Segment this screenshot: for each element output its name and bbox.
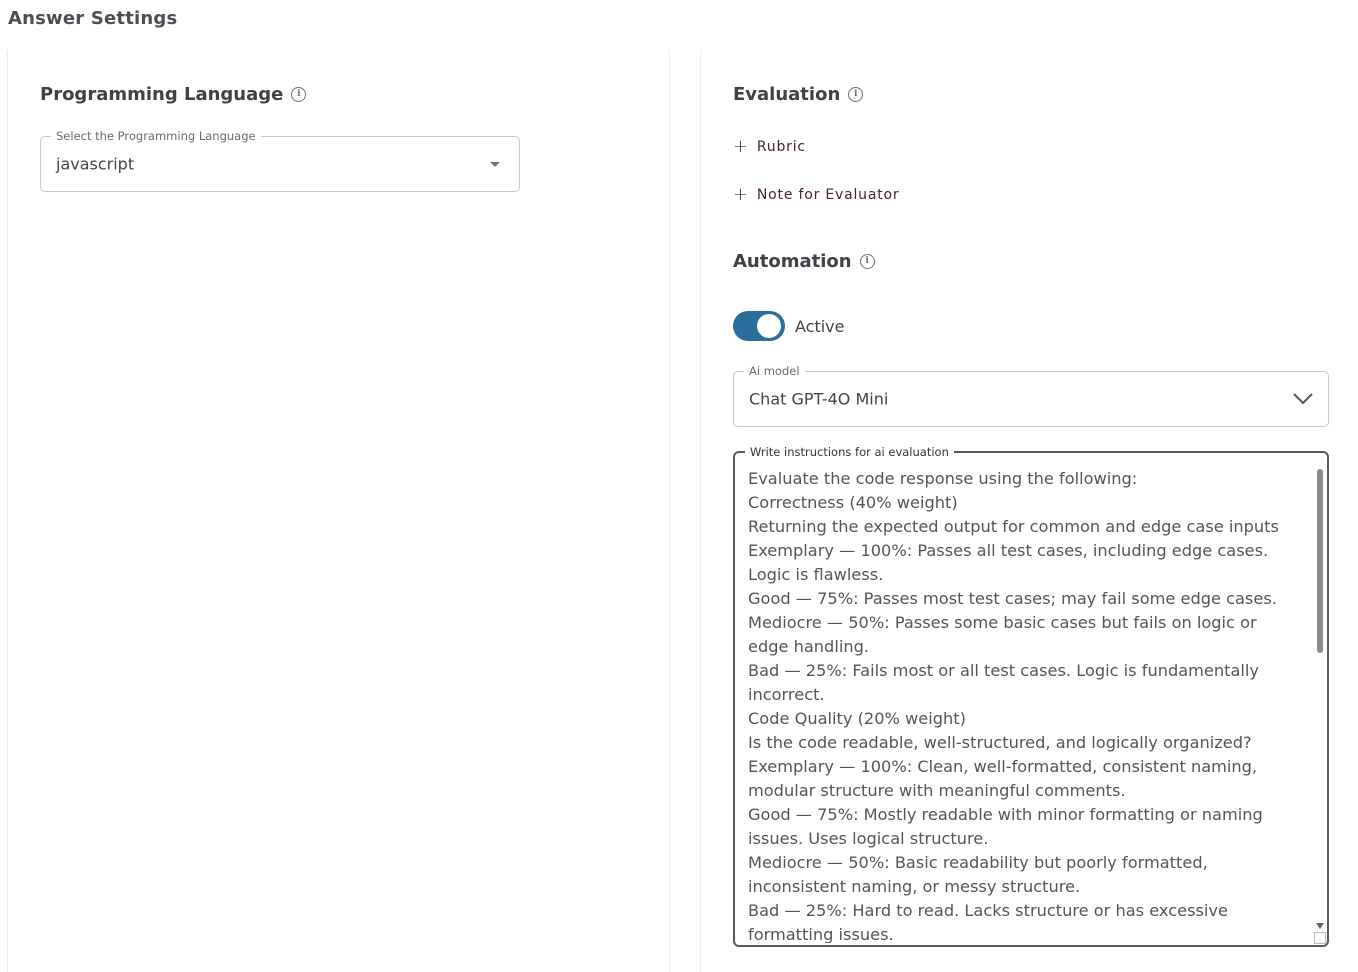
programming-language-select-value: javascript bbox=[56, 154, 135, 174]
programming-language-select[interactable] bbox=[40, 129, 520, 192]
page-title: Answer Settings bbox=[8, 8, 178, 29]
automation-heading bbox=[733, 251, 875, 272]
chevron-down-icon bbox=[1292, 391, 1314, 405]
ai-model-select-value: Chat GPT-4O Mini bbox=[749, 389, 889, 409]
programming-language-select-label: Select the Programming Language bbox=[51, 129, 261, 143]
add-rubric-button[interactable] bbox=[733, 138, 806, 156]
resize-handle[interactable] bbox=[1314, 932, 1326, 944]
plus-icon: + bbox=[733, 136, 749, 157]
ai-instructions-textarea[interactable] bbox=[733, 445, 1329, 947]
evaluation-title: Evaluation bbox=[733, 84, 841, 105]
info-icon[interactable]: i bbox=[291, 87, 306, 102]
ai-model-select[interactable] bbox=[733, 364, 1329, 427]
active-toggle[interactable] bbox=[733, 311, 785, 341]
evaluation-heading bbox=[733, 84, 863, 105]
add-note-button[interactable] bbox=[733, 186, 899, 204]
plus-icon: + bbox=[733, 184, 749, 205]
textarea-scrollbar[interactable] bbox=[1317, 469, 1323, 653]
ai-instructions-label: Write instructions for ai evaluation bbox=[745, 445, 954, 459]
add-rubric-label: Rubric bbox=[756, 139, 806, 155]
active-toggle-row bbox=[733, 311, 845, 341]
scroll-down-icon[interactable] bbox=[1316, 923, 1324, 929]
programming-language-title: Programming Language bbox=[40, 84, 284, 105]
ai-model-select-label: Ai model bbox=[744, 364, 805, 378]
toggle-knob bbox=[757, 314, 781, 338]
ai-instructions-text[interactable]: Evaluate the code response using the following: Correctness (40% weight) Returning the expected output for common and edge case inputs Exemplary — 100%: Passes all test cases, including edge cases. Logic is flawless. Good — 75%: Passes most test cases; may fail some edge cases. Mediocre — 50%: Passes some basic cases but fails on logic or edge handling. Bad — 25%: Fails most or all test cases. Logic is fundamentally incorrect. Code Quality (20% weight) Is the code readable, well-structured, and logically organized? Exemplary — 100%: Clean, well-formatted, consistent naming, modular structure with meaningful comments. Good — 75%: Mostly readable with minor formatting or naming issues. Uses logical structure. Mediocre — 50%: Basic readability but poorly formatted, inconsistent naming, or messy structure. Bad — 25%: Hard to read. Lacks structure or has excessive formatting issues. bbox=[748, 469, 1279, 943]
info-icon[interactable]: i bbox=[848, 87, 863, 102]
caret-down-icon bbox=[490, 162, 500, 167]
programming-language-heading bbox=[40, 84, 306, 105]
info-icon[interactable]: i bbox=[860, 254, 875, 269]
active-toggle-label: Active bbox=[795, 316, 845, 336]
automation-title: Automation bbox=[733, 251, 852, 272]
add-note-label: Note for Evaluator bbox=[756, 187, 900, 203]
